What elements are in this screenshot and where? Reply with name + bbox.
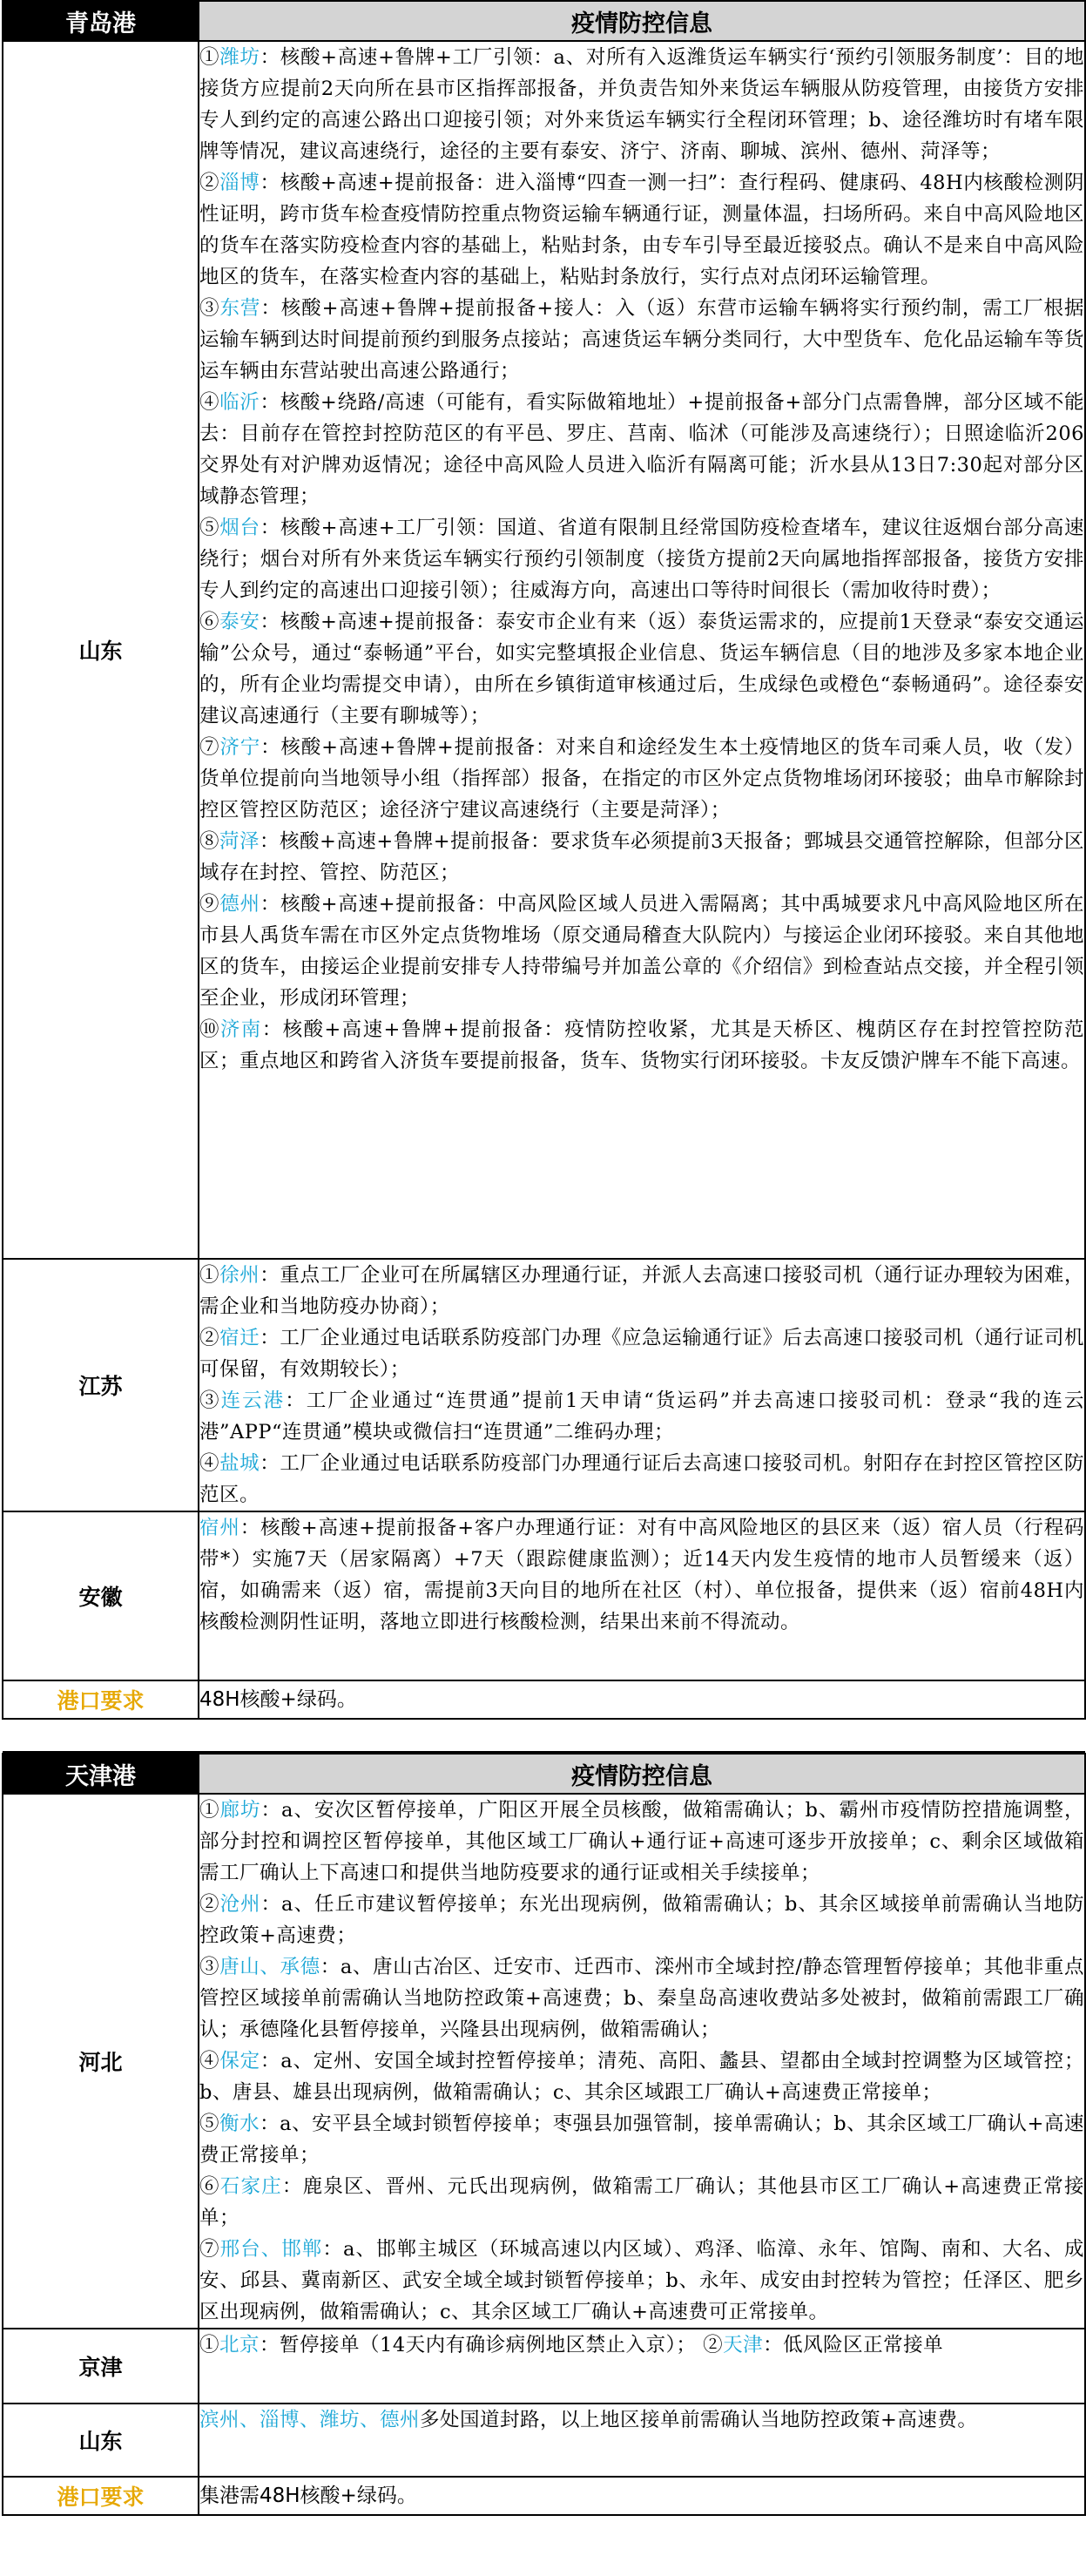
entry-text: ：工厂企业通过电话联系防疫部门办理通行证后去高速口接驳司机。射阳存在封控区管控区防范区。 <box>199 1452 1084 1506</box>
city-name: 宿迁 <box>219 1327 260 1349</box>
entry-item <box>199 2171 1084 2234</box>
entry-text: ：a、定州、安国全域封控暂停接单；清苑、高阳、蠡县、望都由全域封控调整为区域管控；b、唐县、雄县出现病例，做箱需确认；c、其余区域跟工厂确认+高速费正常接单； <box>199 2050 1084 2104</box>
entry-text: ：暂停接单（14天内有确诊病例地区禁止入京）； <box>260 2334 697 2356</box>
region-content-hebei <box>199 1794 1085 2329</box>
city-name: 保定 <box>219 2050 260 2072</box>
entry-text: ：核酸+高速+提前报备：中高风险区域人员进入需隔离；其中禹城要求凡中高风险地区所在市县人禹货车需在市区外定点货物堆场（原交通局稽查大队院内）与接运企业闭环接驳。来自其他地区的货车，由接运企业提前安排专人持带编号并加盖公章的《介绍信》到检查站点交接，并全程引领至企业，形成闭环管理； <box>199 893 1084 1010</box>
entry-number: ① <box>199 2334 220 2356</box>
port-requirement-label: 港口要求 <box>3 2477 199 2515</box>
entry-text: ：工厂企业通过“连贯通”提前1天申请“货运码”并去高速口接驳司机：登录“我的连云港”APP“连贯通”模块或微信扫“连贯通”二维码办理； <box>199 1389 1084 1444</box>
entry-text: ：核酸+高速+提前报备：进入淄博“四查一测一扫”：查行程码、健康码、48H内核酸检测阴性证明，跨市货车检查疫情防控重点物资运输车辆通行证，测量体温，扫场所码。来自中高风险地区的货车在落实防疫检查内容的基础上，粘贴封条，由专车引导至最近接驳点。确认不是来自中高风险地区的货车，在落实检查内容的基础上，粘贴封条放行，实行点对点闭环运输管理。 <box>199 172 1084 288</box>
entry-text: ：低风险区正常接单 <box>763 2334 944 2356</box>
entry-item <box>199 2404 1084 2436</box>
region-jingjin: 京津 <box>3 2329 199 2404</box>
entry-number: ① <box>199 46 220 69</box>
city-name: 北京 <box>219 2334 260 2356</box>
entry-separator <box>696 2334 703 2356</box>
region-content-jiangsu <box>199 1259 1085 1511</box>
entry-number: ② <box>199 172 220 194</box>
entry-text: ：a、安次区暂停接单，广阳区开展全员核酸，做箱需确认；b、霸州市疫情防控措施调整，部分封控和调控区暂停接单，其他区域工厂确认+通行证+高速可逐步开放接单；c、剩余区域做箱需工厂确认上下高速口和提供当地防疫要求的通行证或相关手续接单； <box>199 1799 1084 1884</box>
entry-text: ：核酸+高速+工厂引领：国道、省道有限制且经常国防疫检查堵车，建议往返烟台部分高速绕行；烟台对所有外来货运车辆实行预约引领制度（接货方提前2天向属地指挥部报备，接货方安排专人到约定的高速出口迎接引领）；往威海方向，高速出口等待时间很长（需加收待时费）； <box>199 517 1084 602</box>
qingdao-table <box>2 0 1086 1753</box>
entry-item <box>199 732 1084 826</box>
region-hebei: 河北 <box>3 1794 199 2329</box>
entry-text: ：核酸+高速+鲁牌+提前报备+接人：入（返）东营市运输车辆将实行预约制，需工厂根据运输车辆到达时间提前预约到服务点接站；高速货运车辆分类同行，大中型货车、危化品运输车等货运车辆由东营站驶出高速公路通行； <box>199 297 1084 382</box>
entry-item <box>199 1448 1084 1511</box>
entry-number: ⑦ <box>199 736 220 759</box>
city-name: 盐城 <box>219 1452 260 1475</box>
region-content-shandong <box>199 41 1085 1259</box>
entry-number: ⑥ <box>199 611 220 633</box>
city-name: 邢台、邯郸 <box>219 2238 323 2261</box>
entry-number: ① <box>199 1264 220 1287</box>
table-spacer <box>3 1719 1085 1752</box>
entry-item <box>199 1260 1084 1322</box>
entry-text: ：核酸+高速+鲁牌+提前报备：对来自和途经发生本土疫情地区的货车司乘人员，收（发）货单位提前向当地领导小组（指挥部）报备，在指定的市区外定点货物堆场闭环接驳；曲阜市解除封控区管控区防范区；途径济宁建议高速绕行（主要是菏泽）； <box>199 736 1084 821</box>
city-name: 济宁 <box>219 736 261 759</box>
entry-item <box>199 512 1084 606</box>
entry-number: ③ <box>199 297 220 320</box>
entry-number: ③ <box>199 1389 221 1412</box>
city-name: 泰安 <box>219 611 260 633</box>
entry-text: ：a、邯郸主城区（环城高速以内区域）、鸡泽、临漳、永年、馆陶、南和、大名、成安、邱县、冀南新区、武安全域全域封锁暂停接单；b、永年、成安由封控转为管控；任泽区、肥乡区出现病例，做箱需确认；c、其余区域工厂确认+高速费可正常接单。 <box>199 2238 1084 2323</box>
entry-item <box>199 1322 1084 1385</box>
entry-item <box>199 167 1084 293</box>
city-name: 菏泽 <box>219 830 260 853</box>
entry-text: ：核酸+高速+鲁牌+工厂引领：a、对所有入返潍货运车辆实行‘预约引领服务制度’：目的地接货方应提前2天向所在县市区指挥部报备，并负责告知外来货运车辆服从防疫管理，由接货方安排专人到约定的高速公路出口迎接引领；对外来货运车辆实行全程闭环管理；b、途径潍坊时有堵车限牌等情况，建议高速绕行，途径的主要有泰安、济宁、济南、聊城、滨州、德州、菏泽等； <box>199 46 1084 163</box>
city-name: 宿州 <box>199 1517 240 1539</box>
entry-item <box>199 1014 1084 1077</box>
city-name: 唐山、承德 <box>219 1956 320 1978</box>
entry-item <box>199 1512 1084 1638</box>
entry-number: ⑩ <box>199 1018 220 1041</box>
entry-number: ① <box>199 1799 220 1822</box>
entry-item <box>199 42 1084 167</box>
city-name: 徐州 <box>219 1264 260 1287</box>
entry-text: 多处国道封路，以上地区接单前需确认当地防控政策+高速费。 <box>420 2409 978 2431</box>
entry-number: ④ <box>199 2050 220 2072</box>
entry-item <box>199 606 1084 732</box>
region-shandong-2: 山东 <box>3 2404 199 2477</box>
port-name-tianjin: 天津港 <box>3 1754 199 1794</box>
entry-text: ：核酸+高速+鲁牌+提前报备：疫情防控收紧，尤其是天桥区、槐荫区存在封控管控防范区；重点地区和跨省入济货车要提前报备，货车、货物实行闭环接驳。卡友反馈沪牌车不能下高速。 <box>199 1018 1084 1072</box>
city-name: 潍坊 <box>219 46 260 69</box>
entry-number: ② <box>199 1893 220 1916</box>
table-header-title: 疫情防控信息 <box>199 1754 1085 1794</box>
region-anhui: 安徽 <box>3 1511 199 1680</box>
entry-text: ：鹿泉区、晋州、元氏出现病例，做箱需工厂确认；其他县市区工厂确认+高速费正常接单； <box>199 2175 1084 2229</box>
region-jiangsu: 江苏 <box>3 1259 199 1511</box>
entry-line <box>199 2329 1084 2361</box>
entry-number: ⑤ <box>199 2113 220 2135</box>
entry-text: ：核酸+绕路/高速（可能有，看实际做箱地址）+提前报备+部分门点需鲁牌，部分区域不能去：目前存在管控封控防范区的有平邑、罗庄、莒南、临沭（可能涉及高速绕行）；日照途临沂206交界处有对沪牌劝返情况；途径中高风险人员进入临沂有隔离可能；沂水县从13日7:30起对部分区域静态管理； <box>199 391 1084 508</box>
entry-number: ⑦ <box>199 2238 220 2261</box>
entry-item <box>199 1951 1084 2045</box>
entry-item <box>199 1889 1084 1951</box>
city-name: 廊坊 <box>219 1799 261 1822</box>
entry-text: ：核酸+高速+鲁牌+提前报备：要求货车必须提前3天报备；鄄城县交通管控解除，但部分区域存在封控、管控、防范区； <box>199 830 1084 884</box>
region-shandong: 山东 <box>3 41 199 1259</box>
entry-text: ：a、安平县全域封锁暂停接单；枣强县加强管制，接单需确认；b、其余区域工厂确认+高速费正常接单； <box>199 2113 1084 2167</box>
city-name: 淄博 <box>219 172 260 194</box>
entry-text: ：工厂企业通过电话联系防疫部门办理《应急运输通行证》后去高速口接驳司机（通行证司机可保留，有效期较长）； <box>199 1327 1084 1381</box>
city-name: 德州 <box>219 893 260 916</box>
entry-number: ⑤ <box>199 517 220 539</box>
port-requirement-label: 港口要求 <box>3 1680 199 1719</box>
entry-number: ④ <box>199 391 220 414</box>
entry-number: ⑥ <box>199 2175 220 2198</box>
entry-item <box>199 2234 1084 2328</box>
entry-item <box>199 1795 1084 1889</box>
city-name: 东营 <box>219 297 261 320</box>
city-name: 连云港 <box>220 1389 286 1412</box>
tianjin-table <box>2 1753 1086 2516</box>
entry-item <box>199 1385 1084 1448</box>
entry-number: ④ <box>199 1452 220 1475</box>
entry-item <box>199 387 1084 512</box>
region-content-shandong-2 <box>199 2404 1085 2477</box>
entry-item <box>199 2045 1084 2108</box>
entry-number: ⑨ <box>199 893 220 916</box>
port-requirement-text: 48H核酸+绿码。 <box>199 1680 1085 1719</box>
entry-text: ：核酸+高速+提前报备：泰安市企业有来（返）泰货运需求的，应提前1天登录“泰安交通运输”公众号，通过“泰畅通”平台，如实完整填报企业信息、货运车辆信息（目的地涉及多家本地企业的，所有企业均需提交申请），由所在乡镇街道审核通过后，生成绿色或橙色“泰畅通码”。途径泰安建议高速通行（主要有聊城等）； <box>199 611 1084 727</box>
entry-number: ⑧ <box>199 830 220 853</box>
entry-text: ：a、任丘市建议暂停接单；东光出现病例，做箱需确认；b、其余区域接单前需确认当地防控政策+高速费； <box>199 1893 1084 1947</box>
entry-number: ② <box>703 2334 724 2356</box>
entry-item <box>199 889 1084 1014</box>
entry-text: ：核酸+高速+提前报备+客户办理通行证：对有中高风险地区的县区来（返）宿人员（行程码带*）实施7天（居家隔离）+7天（跟踪健康监测）；近14天内发生疫情的地市人员暂缓来（返）宿，如确需来（返）宿，需提前3天向目的地所在社区（村）、单位报备，提供来（返）宿前48H内核酸检测阴性证明，落地立即进行核酸检测，结果出来前不得流动。 <box>199 1517 1084 1633</box>
entry-item <box>199 826 1084 889</box>
city-name: 临沂 <box>219 391 260 414</box>
port-requirement-text: 集港需48H核酸+绿码。 <box>199 2477 1085 2515</box>
city-name: 沧州 <box>219 1893 261 1916</box>
entry-text: ：重点工厂企业可在所属辖区办理通行证，并派人去高速口接驳司机（通行证办理较为困难，需企业和当地防疫办协商）； <box>199 1264 1084 1318</box>
entry-text: ：a、唐山古冶区、迁安市、迁西市、滦州市全域封控/静态管理暂停接单；其他非重点管控区域接单前需确认当地防控政策+高速费；b、秦皇岛高速收费站多处被封，做箱前需跟工厂确认；承德隆化县暂停接单，兴隆县出现病例，做箱需确认； <box>199 1956 1084 2041</box>
city-name: 滨州、淄博、潍坊、德州 <box>199 2409 421 2431</box>
city-name: 烟台 <box>219 517 260 539</box>
city-name: 石家庄 <box>219 2175 282 2198</box>
entry-item <box>199 2108 1084 2171</box>
region-content-jingjin <box>199 2329 1085 2404</box>
region-content-anhui <box>199 1511 1085 1680</box>
city-name: 济南 <box>219 1018 262 1041</box>
entry-number: ② <box>199 1327 220 1349</box>
entry-number: ③ <box>199 1956 220 1978</box>
city-name: 天津 <box>723 2334 764 2356</box>
entry-item <box>199 293 1084 387</box>
table-header-title: 疫情防控信息 <box>199 1 1085 41</box>
port-name-qingdao: 青岛港 <box>3 1 199 41</box>
city-name: 衡水 <box>219 2113 260 2135</box>
